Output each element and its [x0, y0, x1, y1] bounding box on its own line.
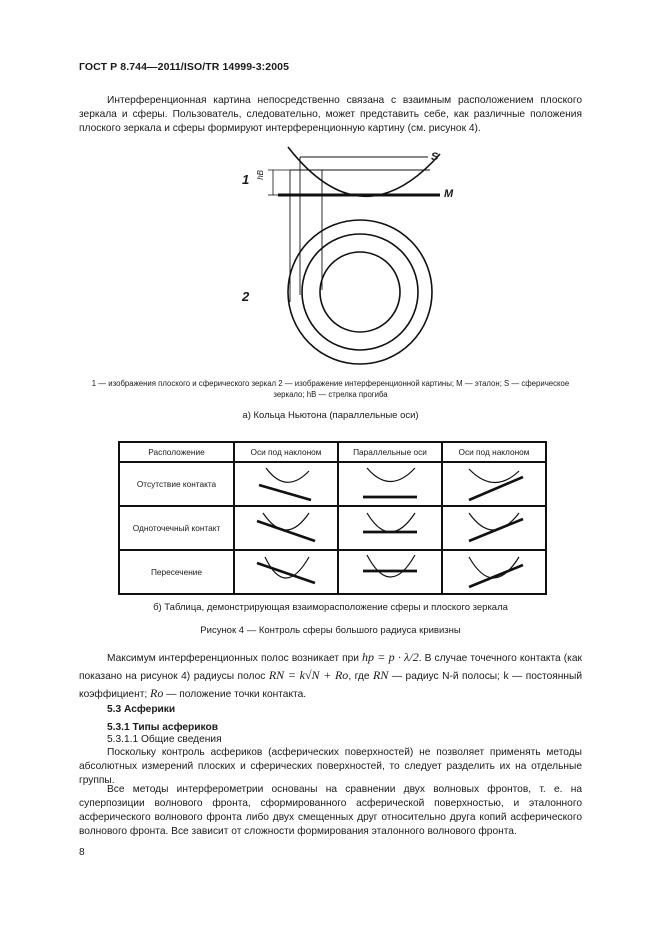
position-table: [118, 441, 547, 595]
figure-b-caption: б) Таблица, демонстрирующая взаиморасположение сферы и плоского зеркала: [153, 602, 508, 613]
figure-a-legend: 1 — изображения плоского и сферического зеркал 2 — изображение интерференционной картины; M — эталон; S — сферическое зеркало; hB — стрелка прогиба: [91, 379, 570, 399]
asphere-paragraph-1: Поскольку контроль асфериков (асферических поверхностей) не позволяет применять методы абсолютных измерений плоских и сферических поверхностей, то следует разделить их на отдельные группы.: [79, 747, 582, 786]
diagram-cross-parallel: [345, 551, 435, 593]
ring-inner: [320, 252, 400, 332]
table-header: Параллельные оси: [338, 442, 442, 462]
diagram-no-contact-tilt-left: [241, 463, 331, 505]
document-header: ГОСТ Р 8.744—2011/ISO/TR 14999-3:2005: [79, 61, 290, 73]
intro-paragraph: Интерференционная картина непосредственно связана с взаимным расположением плоского зеркала и сферы. Пользователь, следовательно, может представить себе, как различные положения плоского зеркала и сферы формируют интерференционную картину (см. рисунок 4).: [79, 95, 582, 134]
mirror-label: M: [444, 188, 454, 200]
table-header: Оси под наклоном: [234, 442, 338, 462]
figure-a-caption: а) Кольца Ньютона (параллельные оси): [242, 410, 419, 421]
row-label: Одноточечный контакт: [119, 506, 234, 550]
row-label: Пересечение: [119, 550, 234, 594]
diagram-contact-tilt-right: [449, 507, 539, 549]
rings-paragraph: Максимум интерференционных полос возникает при hp = p · λ/2. В случае точечного контакта (как показано на рисунок 4) радиусы полос RN = k√N + Ro, где RN — радиус N-й полосы; k — постоянный коэффициент; Ro — положение точки контакта.: [79, 650, 583, 700]
ring-outer: [288, 220, 432, 364]
diagram-no-contact-tilt-right: [449, 463, 539, 505]
section-5-3-1-heading: 5.3.1 Типы асфериков: [107, 722, 218, 733]
sphere-label: S: [431, 151, 439, 163]
diagram-cross-tilt-left: [241, 551, 331, 593]
figure-title: Рисунок 4 — Контроль сферы большого радиуса кривизны: [200, 625, 461, 636]
sphere-arc: [288, 147, 440, 196]
hb-label: hB: [256, 170, 265, 180]
row-label: Отсутствие контакта: [119, 462, 234, 506]
section-5-3-heading: 5.3 Асферики: [107, 704, 176, 715]
diagram-cross-tilt-right: [449, 551, 539, 593]
figure-label-2: 2: [242, 289, 250, 304]
section-5-3-1-1-heading: 5.3.1.1 Общие сведения: [107, 734, 222, 745]
table-header: Оси под наклоном: [442, 442, 546, 462]
table-header: Расположение: [119, 442, 234, 462]
asphere-paragraph-2: Все методы интерферометрии основаны на сравнении двух волновых фронтов, т. е. на суперпозиции волнового фронта, сформированного асферической поверхностью, и эталонного асферического волнового фронта либо двух смещенных друг относительно друга копий асферического волнового фронта. Все зависит от сложности формирования эталонного волнового фронта.: [79, 784, 582, 837]
diagram-no-contact-parallel: [345, 463, 435, 505]
diagram-contact-parallel: [345, 507, 435, 549]
page-number: 8: [79, 847, 85, 858]
diagram-contact-tilt-left: [241, 507, 331, 549]
figure-label-1: 1: [242, 172, 250, 187]
